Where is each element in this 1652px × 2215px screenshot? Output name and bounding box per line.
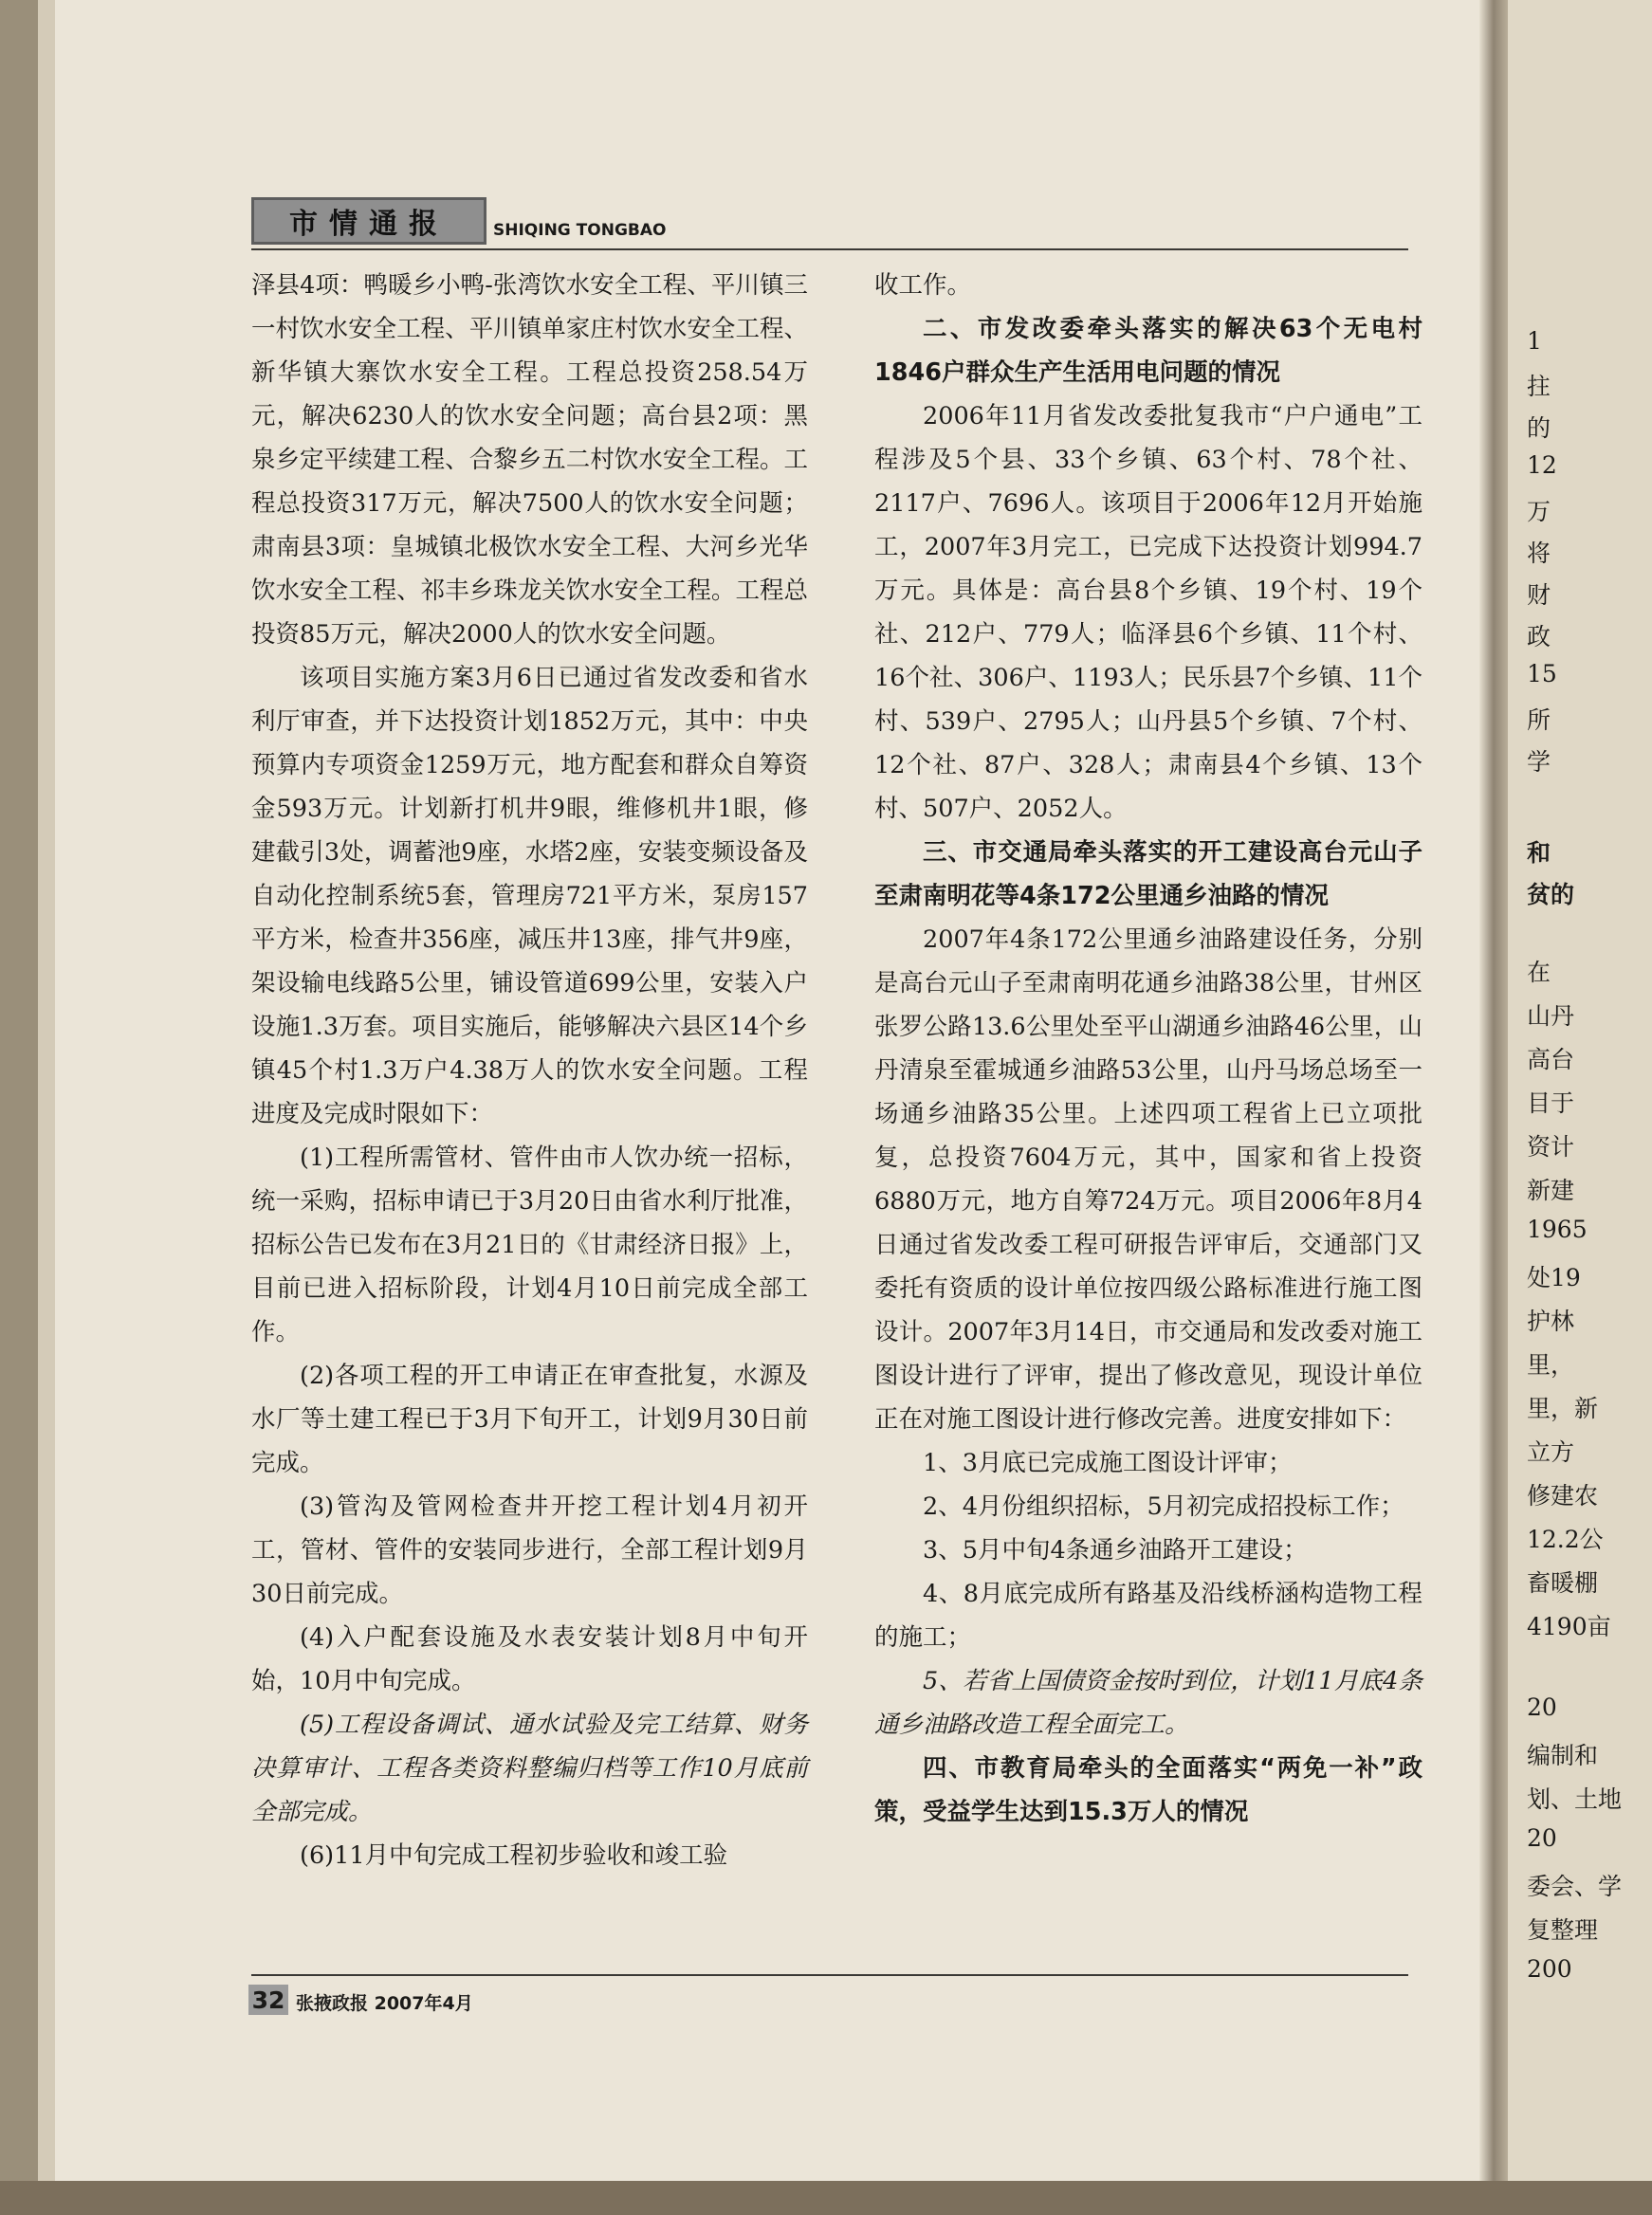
left-column [251,264,808,1877]
neighbor-fragment: 山丹 [1527,1002,1575,1030]
list-item: 2、4月份组织招标，5月初完成招投标工作； [923,1492,1404,1521]
neighbor-fragment: 处19 [1527,1264,1581,1291]
neighbor-fragment: 立方 [1527,1438,1575,1466]
paragraph: 泽县4项：鸭暖乡小鸭-张湾饮水安全工程、平川镇三一村饮水安全工程、平川镇单家庄村饮水安全工程、新华镇大寨饮水安全工程。工程总投资258.54万元，解决6230人的饮水安全问题；高台县2项：黑泉乡定平续建工程、合黎乡五二村饮水安全工程。工程总投资317万元，解决7500人的饮水安全问题；肃南县3项：皇城镇北极饮水安全工程、大河乡光华饮水安全工程、祁丰乡珠龙关饮水安全工程。工程总投资85万元，解决2000人的饮水安全问题。 [251,271,808,649]
neighbor-fragment: 1965 [1527,1216,1588,1243]
list-item: 5、若省上国债资金按时到位，计划11月底4条通乡油路改造工程全面完工。 [874,1667,1423,1739]
paragraph: 2007年4条172公里通乡油路建设任务，分别是高台元山子至肃南明花通乡油路38公里，甘州区张罗公路13.6公里处至平山湖通乡油路46公里，山丹清泉至霍城通乡油路53公里，山丹马场总场至一场通乡油路35公里。上述四项工程省上已立项批复，总投资7604万元，其中，国家和省上投资6880万元，地方自筹724万元。项目2006年8月4日通过省发改委工程可研报告评审后，交通部门又委托有资质的设计单位按四级公路标准进行施工图设计。2007年3月14日，市交通局和发改委对施工图设计进行了评审，提出了修改意见，现设计单位正在对施工图设计进行修改完善。进度安排如下： [874,925,1423,1434]
publication-info: 张掖政报 2007年4月 [296,1993,473,2014]
neighbor-fragment: 委会、学 [1527,1873,1623,1900]
neighbor-fragment: 万 [1527,498,1551,525]
section-heading: 三、市交通局牵头落实的开工建设高台元山子至肃南明花等4条172公里通乡油路的情况 [874,838,1423,910]
neighbor-fragment: 修建农 [1527,1482,1599,1510]
footer-rule [251,1974,1408,1976]
scan-left-margin [38,0,55,2215]
neighbor-fragment: 将 [1527,540,1551,567]
neighbor-fragment: 的 [1527,414,1551,442]
neighbor-fragment: 学 [1527,748,1551,776]
neighbor-fragment: 新建 [1527,1177,1575,1204]
neighbor-fragment: 里， [1527,1351,1575,1379]
list-item: 4、8月底完成所有路基及沿线桥涵构造物工程的施工； [874,1580,1423,1652]
scan-left-edge [0,0,38,2215]
neighbor-fragment: 拄 [1527,373,1551,400]
neighbor-fragment: 护林 [1527,1308,1575,1335]
neighbor-fragment: 12 [1527,451,1557,479]
right-column [874,264,1423,1834]
paragraph: 2006年11月省发改委批复我市“户户通电”工程涉及5个县、33个乡镇、63个村、78个社、2117户、7696人。该项目于2006年12月开始施工，2007年3月完工，已完成下达投资计划994.7万元。具体是：高台县8个乡镇、19个村、19个社、212户、779人；临泽县6个乡镇、11个村、16个社、306户、1193人；民乐县7个乡镇、11个村、539户、2795人；山丹县5个乡镇、7个村、12个社、87户、328人；肃南县4个乡镇、13个村、507户、2052人。 [874,402,1423,823]
neighbor-fragment: 4190亩 [1527,1613,1611,1640]
list-item: 1、3月底已完成施工图设计评审； [923,1449,1293,1477]
neighbor-fragment: 贫的 [1527,881,1575,908]
neighbor-fragment: 20 [1527,1824,1557,1852]
neighbor-fragment: 编制和 [1527,1742,1599,1769]
neighbor-fragment: 1 [1527,327,1542,355]
section-heading: 四、市教育局牵头的全面落实“两免一补”政策，受益学生达到15.3万人的情况 [874,1754,1423,1826]
neighbor-fragment: 和 [1527,839,1551,867]
neighbor-fragment: 15 [1527,660,1557,687]
neighbor-fragment: 政 [1527,623,1551,650]
neighbor-fragment: 在 [1527,959,1551,986]
section-subtitle: SHIQING TONGBAO [493,221,667,240]
paragraph: (5)工程设备调试、通水试验及完工结算、财务决算审计、工程各类资料整编归档等工作10月底前全部完成。 [251,1711,808,1826]
paragraph: 该项目实施方案3月6日已通过省发改委和省水利厅审查，并下达投资计划1852万元，其中：中央预算内专项资金1259万元，地方配套和群众自筹资金593万元。计划新打机井9眼，维修机井1眼，修建截引3处，调蓄池9座，水塔2座，安装变频设备及自动化控制系统5套，管理房721平方米，泵房157平方米，检查井356座，减压井13座，排气井9座，架设输电线路5公里，铺设管道699公里，安装入户设施1.3万套。项目实施后，能够解决六县区14个乡镇45个村1.3万户4.38万人的饮水安全问题。工程进度及完成时限如下： [251,664,808,1128]
paragraph: (2)各项工程的开工申请正在审查批复，水源及水厂等土建工程已于3月下旬开工，计划9月30日前完成。 [251,1362,808,1477]
neighbor-fragment: 划、土地 [1527,1785,1623,1813]
paragraph: (6)11月中旬完成工程初步验收和竣工验 [300,1841,728,1870]
neighbor-fragment: 复整理 [1527,1916,1599,1944]
neighbor-fragment: 目于 [1527,1089,1575,1117]
paragraph: (1)工程所需管材、管件由市人饮办统一招标，统一采购，招标申请已于3月20日由省水利厅批准，招标公告已发布在3月21日的《甘肃经济日报》上，目前已进入招标阶段，计划4月10日前完成全部工作。 [251,1144,808,1346]
section-title-box [251,197,486,245]
header-rule [251,248,1408,250]
paragraph: (4)入户配套设施及水表安装计划8月中旬开始，10月中旬完成。 [251,1623,808,1695]
paragraph: (3)管沟及管网检查井开挖工程计划4月初开工，管材、管件的安装同步进行，全部工程计划9月30日前完成。 [251,1492,808,1608]
paragraph: 收工作。 [874,271,972,300]
neighbor-fragment: 资计 [1527,1133,1575,1161]
book-gutter [1479,0,1508,2215]
neighbor-fragment: 12.2公 [1527,1526,1604,1553]
neighbor-fragment: 财 [1527,581,1551,609]
neighbor-fragment: 里，新 [1527,1395,1599,1422]
section-title: 市情通报 [289,208,449,241]
neighbor-fragment: 200 [1527,1955,1572,1983]
section-heading: 二、市发改委牵头落实的解决63个无电村1846户群众生产生活用电问题的情况 [874,315,1423,387]
list-item: 3、5月中旬4条通乡油路开工建设； [923,1536,1308,1565]
scan-bottom-edge [0,2181,1652,2215]
neighbor-fragment: 所 [1527,706,1551,734]
page-number: 32 [248,1985,288,2015]
neighbor-fragment: 20 [1527,1693,1557,1721]
neighbor-page [1508,0,1652,2181]
neighbor-fragment: 高台 [1527,1046,1575,1073]
neighbor-fragment: 畜暖棚 [1527,1569,1599,1597]
